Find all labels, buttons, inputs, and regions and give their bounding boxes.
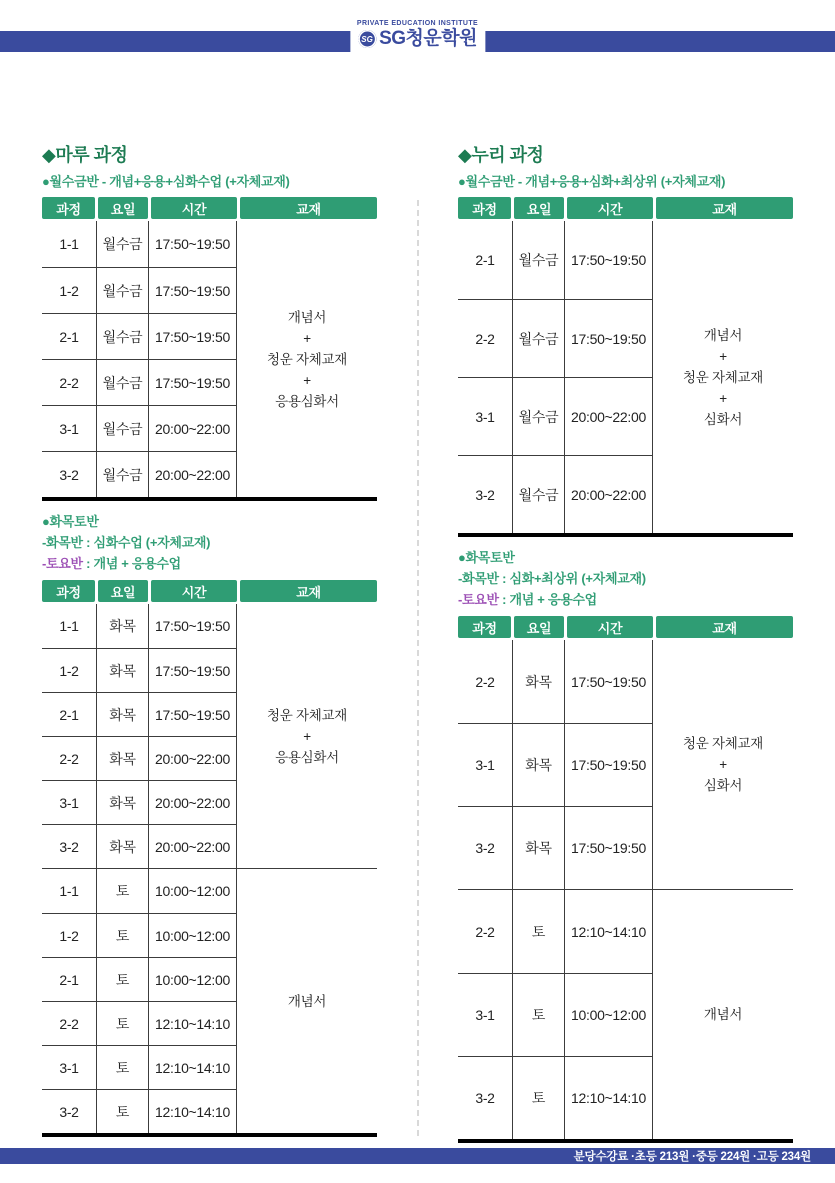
- academy-logo: [350, 19, 485, 53]
- day-cell: 토: [513, 890, 565, 973]
- time-cell: 20:00~22:00: [149, 781, 237, 824]
- sat-desc: : 개념 + 응용수업: [82, 556, 181, 571]
- nuri-tts-heading: ●화목토반: [458, 550, 515, 565]
- day-cell: 토: [513, 974, 565, 1056]
- column-header: 과정: [458, 616, 511, 638]
- textbook-line: 청운 자체교재: [267, 351, 347, 367]
- table-header-row: [42, 197, 377, 219]
- table-row: [458, 299, 653, 377]
- textbook-line: +: [303, 372, 311, 388]
- course-cell: 2-1: [42, 693, 97, 736]
- day-cell: 화목: [97, 781, 149, 824]
- course-cell: 2-2: [42, 1002, 97, 1045]
- time-cell: 10:00~12:00: [149, 869, 237, 913]
- table-row: [42, 1001, 237, 1045]
- textbook-cell: [653, 640, 793, 889]
- table-row: [42, 692, 237, 736]
- table-row: [42, 780, 237, 824]
- course-cell: 1-2: [42, 268, 97, 313]
- course-cell: 3-2: [458, 807, 513, 889]
- table-row: [458, 640, 653, 723]
- column-header: 시간: [151, 197, 237, 219]
- textbook-line: 심화서: [703, 411, 743, 427]
- sat-desc: : 개념 + 응용수업: [498, 592, 597, 607]
- maru-sat-line: [42, 553, 377, 574]
- textbook-cell: [653, 890, 793, 1139]
- sg-logo-icon: SG: [358, 30, 376, 48]
- column-divider: [417, 200, 419, 1136]
- maru-title-text: 마루 과정: [55, 145, 128, 165]
- course-cell: 1-1: [42, 604, 97, 648]
- column-header: 요일: [514, 197, 564, 219]
- table-row: [42, 869, 237, 913]
- day-cell: 화목: [97, 737, 149, 780]
- textbook-line: 개념서: [287, 309, 327, 325]
- column-header: 과정: [42, 580, 95, 602]
- table-row: [42, 736, 237, 780]
- table-row: [458, 723, 653, 806]
- table-row: [42, 313, 237, 359]
- column-header: 시간: [567, 616, 653, 638]
- day-cell: 화목: [97, 604, 149, 648]
- maru-tuethu-line: [42, 532, 377, 553]
- time-cell: 17:50~19:50: [149, 314, 237, 359]
- course-cell: 2-2: [42, 737, 97, 780]
- table-row: [42, 913, 237, 957]
- nuri-tts-intro-block: [458, 547, 793, 610]
- course-cell: 3-2: [42, 452, 97, 497]
- column-header: 교재: [240, 580, 377, 602]
- day-cell: 월수금: [513, 300, 565, 377]
- textbook-line: 응용심화서: [275, 393, 339, 409]
- course-cell: 2-2: [458, 890, 513, 973]
- day-cell: 월수금: [97, 268, 149, 313]
- tuethu-desc: : 심화수업 (+자체교재): [82, 535, 211, 550]
- course-cell: 3-1: [458, 378, 513, 455]
- row-group: [42, 868, 377, 1133]
- column-header: 교재: [240, 197, 377, 219]
- textbook-line: +: [303, 330, 311, 346]
- table-row: [42, 957, 237, 1001]
- time-cell: 20:00~22:00: [149, 452, 237, 497]
- day-cell: 월수금: [513, 221, 565, 299]
- table-row: [458, 973, 653, 1056]
- table-body: [458, 221, 793, 537]
- textbook-cell: [237, 869, 377, 1133]
- course-cell: 3-1: [42, 406, 97, 451]
- tuition-text: 분당수강료 ·초등 213원 ·중등 224원 ·고등 234원: [573, 1151, 811, 1163]
- nuri-tuethu-line: [458, 568, 793, 589]
- nuri-mwf-schedule-table: [458, 197, 793, 537]
- logo-row: [357, 28, 478, 50]
- course-cell: 3-2: [42, 825, 97, 868]
- textbook-cell: [237, 604, 377, 868]
- column-header: 교재: [656, 197, 793, 219]
- column-header: 과정: [42, 197, 95, 219]
- table-row: [458, 377, 653, 455]
- table-body: [458, 640, 793, 1143]
- tuethu-label: -화목반: [458, 571, 499, 586]
- sat-label: -토요반: [458, 592, 499, 607]
- day-cell: 토: [97, 869, 149, 913]
- maru-section: [42, 145, 377, 1137]
- table-row: [42, 648, 237, 692]
- nuri-mwf-intro: ●월수금반 - 개념+응용+심화+최상위 (+자체교재): [458, 174, 726, 189]
- time-cell: 20:00~22:00: [149, 406, 237, 451]
- day-cell: 월수금: [97, 452, 149, 497]
- table-row: [458, 455, 653, 533]
- day-cell: 화목: [97, 825, 149, 868]
- time-cell: 20:00~22:00: [149, 825, 237, 868]
- column-header: 요일: [98, 197, 148, 219]
- maru-tts-schedule-table: [42, 580, 377, 1137]
- textbook-line: 응용심화서: [275, 749, 339, 765]
- time-cell: 17:50~19:50: [149, 221, 237, 267]
- time-cell: 17:50~19:50: [565, 807, 653, 889]
- nuri-section: [458, 145, 793, 1143]
- time-cell: 17:50~19:50: [149, 693, 237, 736]
- day-cell: 토: [97, 1046, 149, 1089]
- day-cell: 화목: [513, 807, 565, 889]
- table-body: [42, 221, 377, 501]
- course-cell: 3-2: [458, 1057, 513, 1139]
- course-cell: 3-1: [42, 781, 97, 824]
- column-header: 교재: [656, 616, 793, 638]
- textbook-line: 청운 자체교재: [683, 736, 763, 751]
- day-cell: 월수금: [97, 314, 149, 359]
- column-header: 과정: [458, 197, 511, 219]
- time-cell: 20:00~22:00: [565, 456, 653, 533]
- time-cell: 12:10~14:10: [149, 1046, 237, 1089]
- row-group: [42, 221, 377, 497]
- course-cell: 3-1: [458, 724, 513, 806]
- course-cell: 3-2: [42, 1090, 97, 1133]
- textbook-line: 심화서: [703, 778, 743, 793]
- textbook-line: 청운 자체교재: [267, 707, 347, 723]
- textbook-line: 개념서: [703, 327, 743, 343]
- column-header: 요일: [98, 580, 148, 602]
- time-cell: 12:10~14:10: [565, 890, 653, 973]
- course-cell: 2-2: [458, 640, 513, 723]
- course-cell: 1-1: [42, 221, 97, 267]
- tuethu-label: -화목반: [42, 535, 83, 550]
- day-cell: 월수금: [513, 456, 565, 533]
- day-cell: 화목: [513, 640, 565, 723]
- course-cell: 1-2: [42, 649, 97, 692]
- course-cell: 2-2: [458, 300, 513, 377]
- textbook-line: +: [719, 757, 727, 772]
- table-row: [42, 221, 237, 267]
- time-cell: 17:50~19:50: [149, 649, 237, 692]
- row-group: [458, 640, 793, 889]
- time-cell: 20:00~22:00: [565, 378, 653, 455]
- day-cell: 월수금: [97, 221, 149, 267]
- textbook-cell: [653, 221, 793, 533]
- time-cell: 10:00~12:00: [565, 974, 653, 1056]
- time-cell: 17:50~19:50: [149, 604, 237, 648]
- row-group: [42, 604, 377, 868]
- table-row: [42, 824, 237, 868]
- course-cell: 2-1: [42, 314, 97, 359]
- table-row: [458, 1056, 653, 1139]
- table-row: [458, 221, 653, 299]
- table-header-row: [458, 197, 793, 219]
- row-group: [458, 221, 793, 533]
- textbook-line: +: [719, 348, 727, 364]
- textbook-line: 개념서: [703, 1007, 743, 1022]
- time-cell: 17:50~19:50: [565, 724, 653, 806]
- maru-mwf-schedule-table: [42, 197, 377, 501]
- time-cell: 10:00~12:00: [149, 958, 237, 1001]
- table-row: [42, 267, 237, 313]
- course-cell: 1-1: [42, 869, 97, 913]
- day-cell: 토: [513, 1057, 565, 1139]
- time-cell: 12:10~14:10: [565, 1057, 653, 1139]
- time-cell: 12:10~14:10: [149, 1002, 237, 1045]
- diamond-icon: ◆: [42, 145, 56, 165]
- day-cell: 화목: [97, 649, 149, 692]
- time-cell: 17:50~19:50: [149, 360, 237, 405]
- diamond-icon: ◆: [458, 145, 472, 165]
- day-cell: 토: [97, 914, 149, 957]
- nuri-title-text: 누리 과정: [471, 145, 544, 165]
- table-row: [42, 604, 237, 648]
- table-row: [458, 890, 653, 973]
- nuri-section-title: [458, 145, 793, 166]
- tuition-bar: [0, 1148, 835, 1164]
- course-cell: 1-2: [42, 914, 97, 957]
- day-cell: 화목: [513, 724, 565, 806]
- time-cell: 17:50~19:50: [565, 640, 653, 723]
- day-cell: 월수금: [513, 378, 565, 455]
- logo-tagline: PRIVATE EDUCATION INSTITUTE: [356, 20, 479, 27]
- day-cell: 토: [97, 1090, 149, 1133]
- row-group: [458, 889, 793, 1139]
- table-row: [42, 405, 237, 451]
- tuethu-desc: : 심화+최상위 (+자체교재): [498, 571, 646, 586]
- textbook-cell: [237, 221, 377, 497]
- time-cell: 17:50~19:50: [149, 268, 237, 313]
- maru-tts-intro-block: [42, 511, 377, 574]
- academy-name: SG청운학원: [379, 28, 477, 49]
- course-cell: 3-1: [42, 1046, 97, 1089]
- textbook-line: 청운 자체교재: [683, 369, 763, 385]
- table-body: [42, 604, 377, 1137]
- course-cell: 2-2: [42, 360, 97, 405]
- day-cell: 토: [97, 958, 149, 1001]
- time-cell: 12:10~14:10: [149, 1090, 237, 1133]
- maru-tts-heading: ●화목토반: [42, 514, 99, 529]
- day-cell: 화목: [97, 693, 149, 736]
- time-cell: 20:00~22:00: [149, 737, 237, 780]
- table-row: [458, 806, 653, 889]
- day-cell: 월수금: [97, 360, 149, 405]
- table-row: [42, 451, 237, 497]
- course-cell: 3-2: [458, 456, 513, 533]
- column-header: 시간: [567, 197, 653, 219]
- time-cell: 17:50~19:50: [565, 300, 653, 377]
- time-cell: 10:00~12:00: [149, 914, 237, 957]
- sat-label: -토요반: [42, 556, 83, 571]
- table-row: [42, 1045, 237, 1089]
- course-cell: 2-1: [42, 958, 97, 1001]
- textbook-line: +: [719, 390, 727, 406]
- maru-section-title: [42, 145, 377, 166]
- table-row: [42, 359, 237, 405]
- table-row: [42, 1089, 237, 1133]
- column-header: 시간: [151, 580, 237, 602]
- column-header: 요일: [514, 616, 564, 638]
- day-cell: 월수금: [97, 406, 149, 451]
- maru-mwf-intro: ●월수금반 - 개념+응용+심화수업 (+자체교재): [42, 174, 290, 189]
- table-header-row: [458, 616, 793, 638]
- textbook-line: 개념서: [287, 993, 327, 1009]
- table-header-row: [42, 580, 377, 602]
- nuri-sat-line: [458, 589, 793, 610]
- nuri-tts-schedule-table: [458, 616, 793, 1143]
- course-cell: 3-1: [458, 974, 513, 1056]
- course-cell: 2-1: [458, 221, 513, 299]
- time-cell: 17:50~19:50: [565, 221, 653, 299]
- textbook-line: +: [303, 728, 311, 744]
- day-cell: 토: [97, 1002, 149, 1045]
